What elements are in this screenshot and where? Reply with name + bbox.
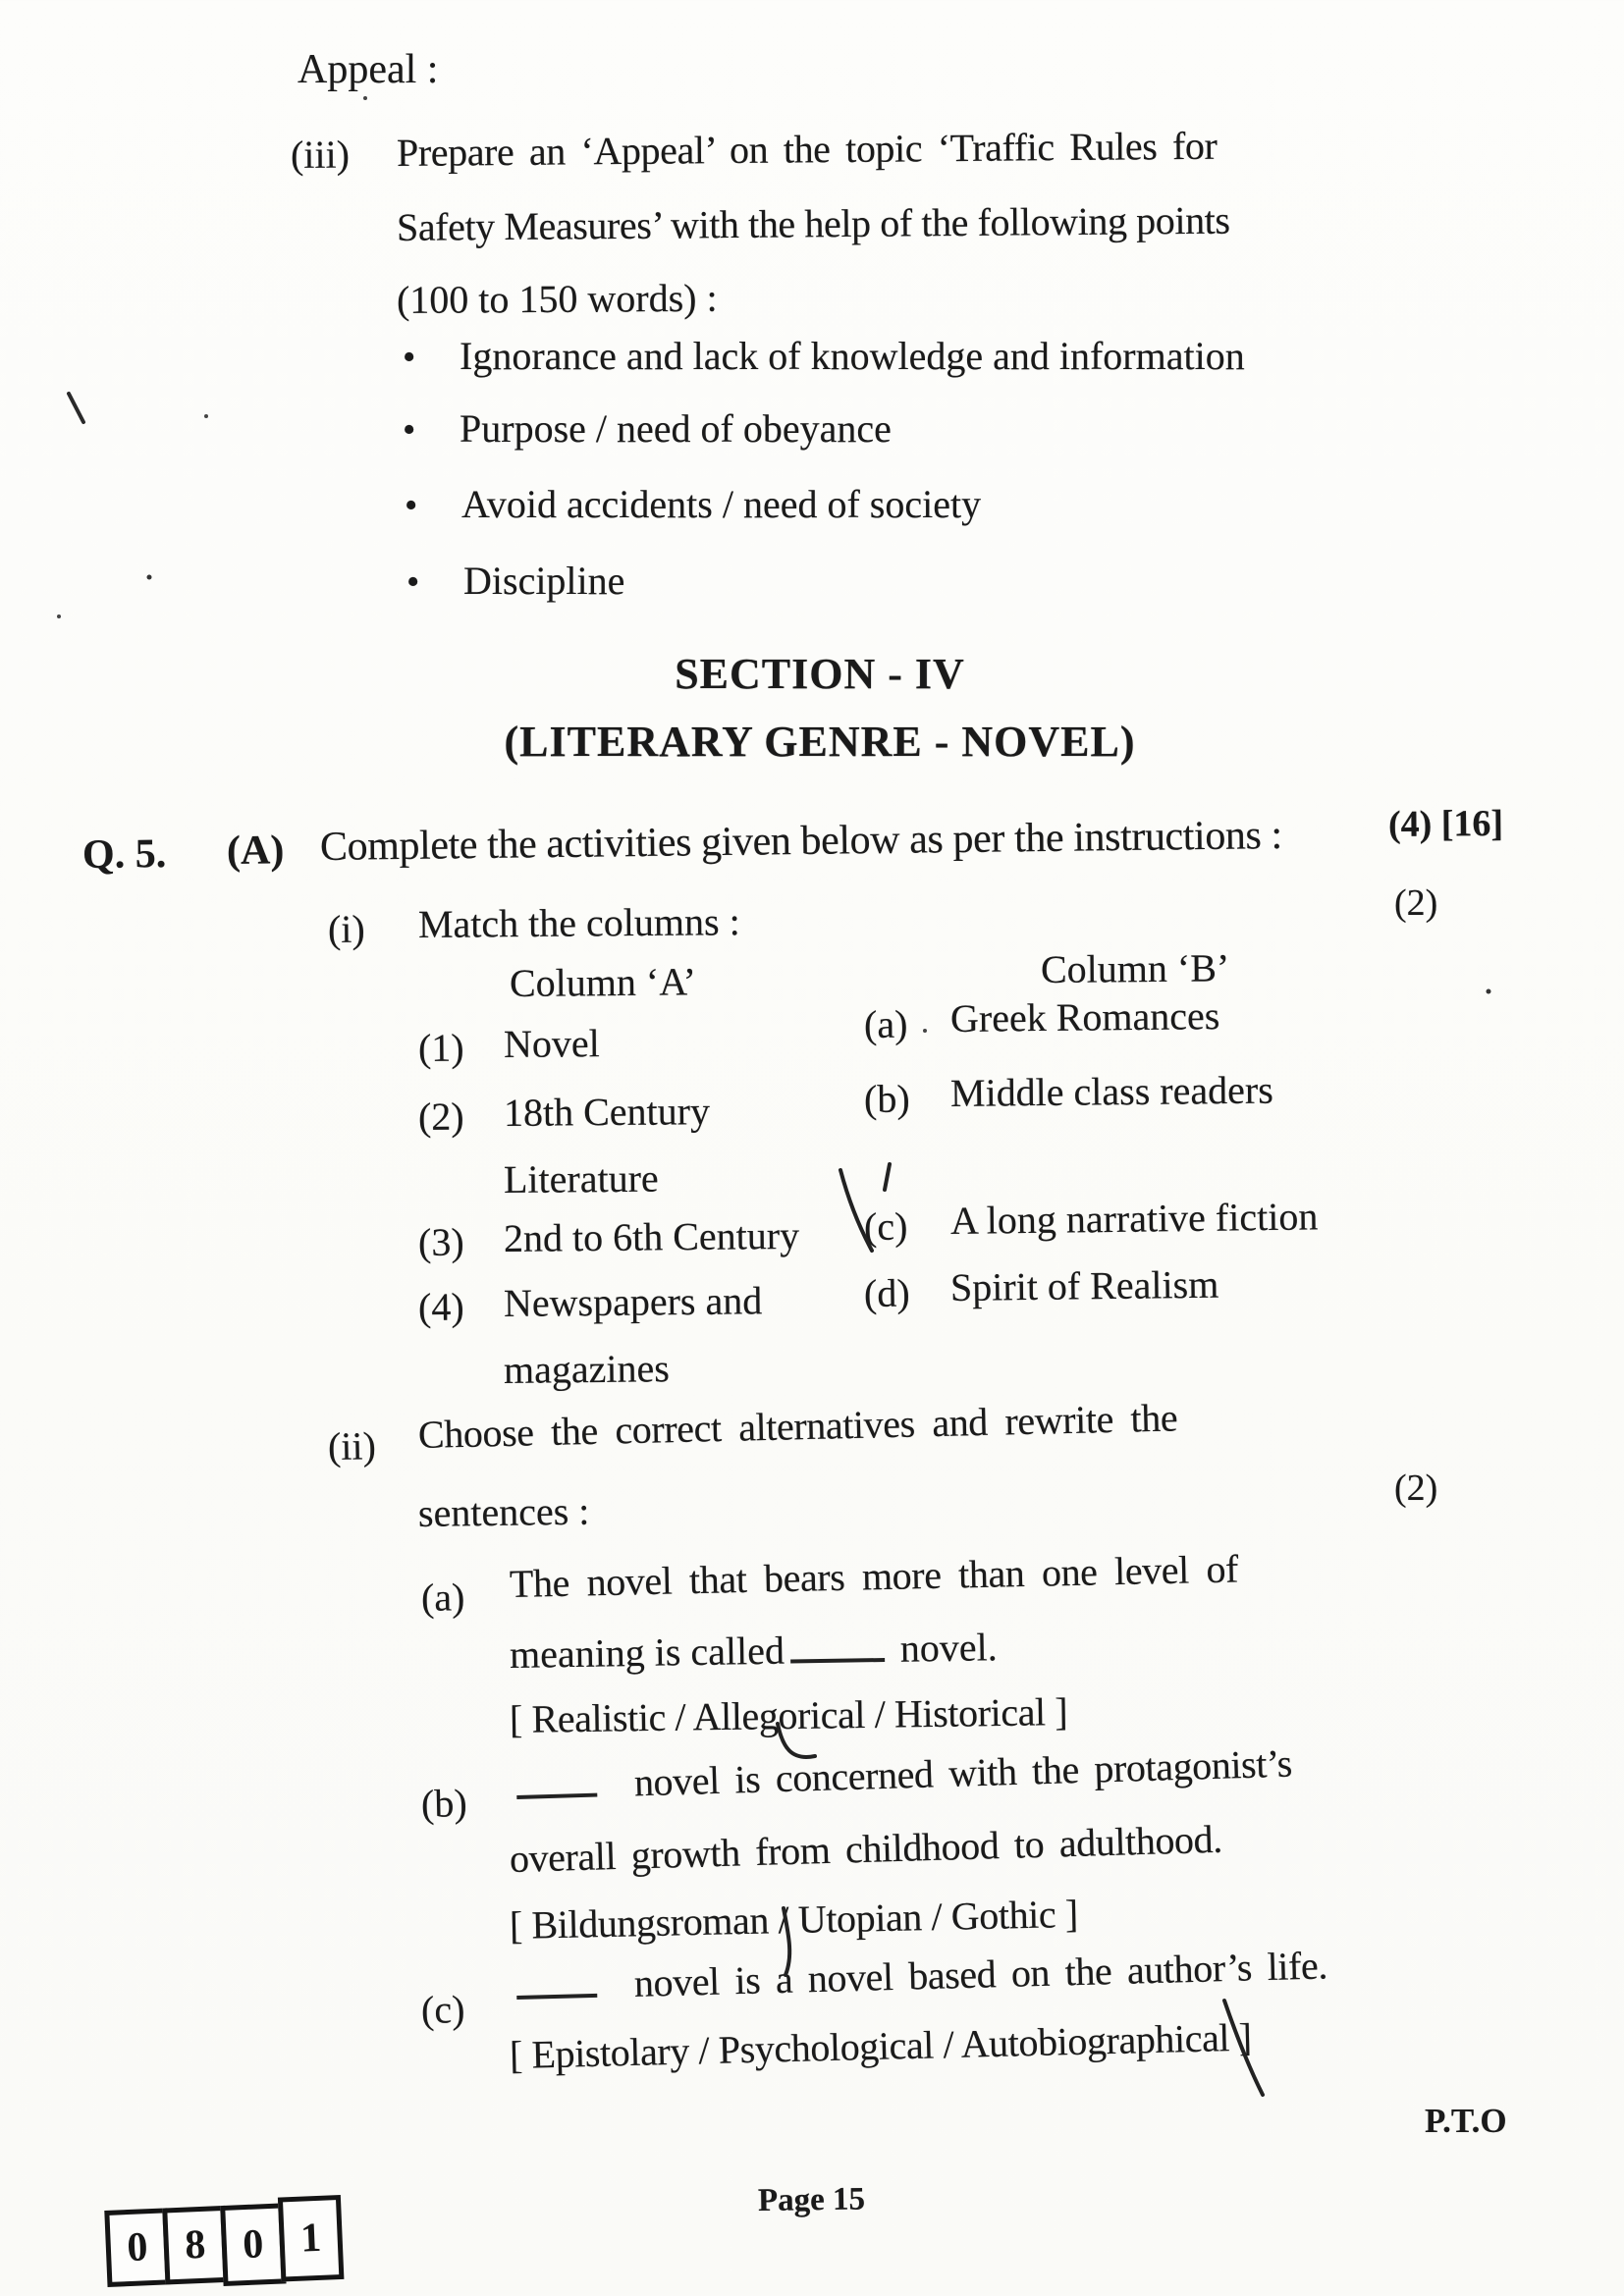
match-a-row-text: 2nd to 6th Century [503,1212,800,1260]
match-b-row-text: A long narrative fiction [949,1194,1319,1243]
match-a-row-num: (4) [417,1284,464,1329]
bullet-item [406,560,624,604]
options-line: [ Bildungsroman / Utopian / Gothic ] [509,1891,1079,1948]
pen-stroke [885,1164,890,1190]
match-b-row-text: Greek Romances [949,993,1220,1041]
activity-i-title: Match the columns : [417,899,740,946]
item-iii-line-3: (100 to 150 words) : [396,275,718,322]
item-iii-line-2: Safety Measures’ with the help of the following points [396,197,1230,249]
bullet-item [405,483,981,527]
match-b-row-num: (b) [863,1076,910,1121]
match-a-row-text-wrap: magazines [503,1346,671,1392]
scan-speck [204,414,208,418]
code-digit: 1 [278,2195,345,2282]
sub-question-label: (b) [420,1781,468,1826]
sub-question-line: The novel that bears more than one level of [509,1546,1239,1606]
options-line: [ Realistic / Allegorical / Historical ] [509,1689,1068,1741]
code-digit: 0 [220,2203,286,2286]
bullet-icon: • [406,561,420,603]
page-number-label: Page 15 [757,2181,866,2218]
section-subtitle: (LITERARY GENRE - NOVEL) [504,718,1136,766]
bullet-icon: • [403,337,416,378]
bullet-text: Purpose / need of obeyance [460,406,892,451]
bullet-text: Ignorance and lack of knowledge and information [460,334,1245,378]
question-text: Complete the activities given below as per the instructions : [319,813,1283,870]
match-b-row-text: Spirit of Realism [949,1261,1219,1309]
item-iii-label: (iii) [290,132,351,177]
match-b-row-num: (a) [863,1001,908,1046]
match-a-row-num: (2) [417,1094,464,1139]
marks-badge: (2) [1394,882,1438,924]
options-line: [ Epistolary / Psychological / Autobiographical ] [509,2014,1253,2077]
bullet-item [403,335,1245,379]
match-a-row-text: 18th Century [503,1089,711,1135]
question-number: Q. 5. [81,830,167,878]
scan-speck [1487,989,1491,994]
match-a-row-num: (1) [417,1025,464,1070]
match-a-row-text: Novel [503,1021,600,1066]
question-part-label: (A) [226,828,285,874]
marks-badge: (2) [1394,1468,1438,1509]
section-title: SECTION - IV [675,650,965,698]
scan-speck [57,614,61,618]
scan-speck [923,1029,927,1033]
bullet-text: Avoid accidents / need of society [461,482,982,526]
activity-ii-title-line-1: Choose the correct alternatives and rewrite the [417,1395,1178,1457]
bullet-item [403,407,892,452]
bullet-icon: • [403,409,416,451]
sub-question-line: novel is a novel based on the author’s life. [515,1944,1327,2008]
pto-label: P.T.O [1425,2102,1507,2140]
code-digit: 0 [104,2208,170,2287]
item-iii-line-1: Prepare an ‘Appeal’ on the topic ‘Traffic Rules for [396,123,1218,175]
match-b-row-num: (d) [863,1270,910,1315]
activity-ii-title-line-2: sentences : [417,1488,590,1535]
match-a-row-text-wrap: Literature [503,1155,659,1201]
pen-stroke [69,394,83,422]
scan-speck [147,575,152,580]
match-b-row-num: (c) [863,1203,908,1249]
match-a-row-num: (3) [417,1219,464,1264]
column-b-header: Column ‘B’ [1040,945,1230,991]
fill-in-blank [790,1629,886,1664]
match-b-row-text: Middle class readers [949,1067,1273,1115]
fill-in-blank [515,1764,597,1799]
bullet-icon: • [405,485,418,526]
scan-speck [363,96,367,100]
appeal-heading: Appeal : [298,47,439,92]
match-a-row-text: Newspapers and [503,1278,763,1325]
sub-question-line: novel is concerned with the protagonist’s [515,1742,1292,1808]
column-a-header: Column ‘A’ [509,959,697,1005]
bullet-text: Discipline [463,559,625,603]
sub-question-line: meaning is called novel. [509,1625,999,1677]
code-digit: 8 [162,2206,228,2285]
marks-total-badge: (4) [16] [1387,802,1504,845]
sub-question-line: overall growth from childhood to adulthood. [509,1816,1223,1881]
question-paper-code-box [104,2201,344,2291]
sub-question-label: (c) [420,1987,465,2032]
fill-in-blank [515,1964,597,2000]
activity-ii-label: (ii) [327,1423,377,1468]
sub-question-label: (a) [420,1575,465,1620]
activity-i-label: (i) [327,906,365,951]
